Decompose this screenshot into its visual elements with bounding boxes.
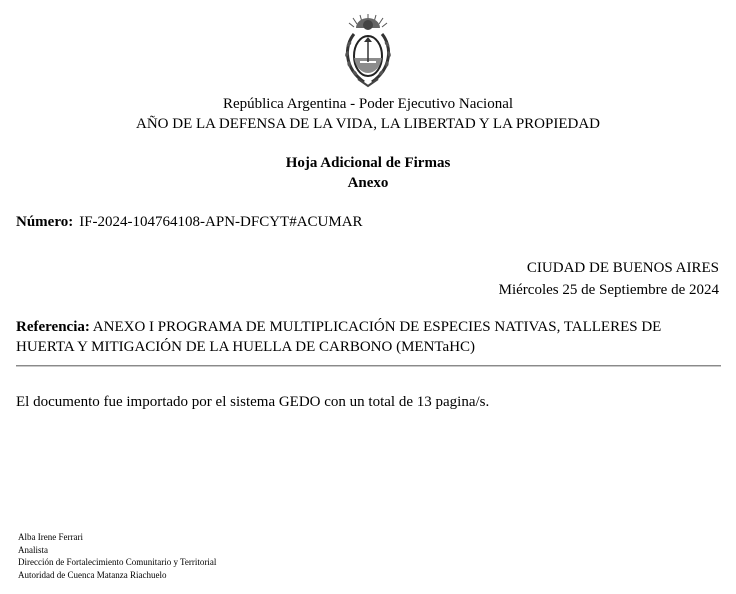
divider [16, 365, 721, 367]
signer-name: Alba Irene Ferrari [18, 532, 83, 542]
document-number [16, 214, 363, 231]
reference-text: ANEXO I PROGRAMA DE MULTIPLICACIÓN DE ESPECIES NATIVAS, TALLERES DE HUERTA Y MITIGACIÓN DE LA HUELLA DE CARBONO (MENTaHC) [16, 319, 662, 355]
document-subtitle: Anexo [347, 175, 389, 191]
document-number-value: IF-2024-104764108-APN-DFCYT#ACUMAR [79, 214, 363, 230]
reference-label: Referencia: [16, 319, 90, 335]
signer-organization: Autoridad de Cuenca Matanza Riachuelo [18, 569, 167, 580]
year-motto: AÑO DE LA DEFENSA DE LA VIDA, LA LIBERTAD Y LA PROPIEDAD [135, 116, 600, 132]
document-number-label: Número: [16, 214, 74, 230]
document-title: Hoja Adicional de Firmas [285, 155, 451, 171]
government-line: República Argentina - Poder Ejecutivo Nacional [222, 96, 514, 112]
signer-role: Analista [18, 544, 48, 555]
place-and-date [499, 257, 719, 301]
argentina-coat-of-arms-icon [340, 12, 396, 90]
body-text: El documento fue importado por el sistema GEDO con un total de 13 pagina/s. [16, 394, 490, 410]
signature-block [18, 531, 216, 581]
city: CIUDAD DE BUENOS AIRES [526, 260, 719, 276]
signer-department: Dirección de Fortalecimiento Comunitario y Territorial [18, 557, 217, 567]
reference [16, 317, 716, 357]
date: Miércoles 25 de Septiembre de 2024 [498, 282, 719, 298]
